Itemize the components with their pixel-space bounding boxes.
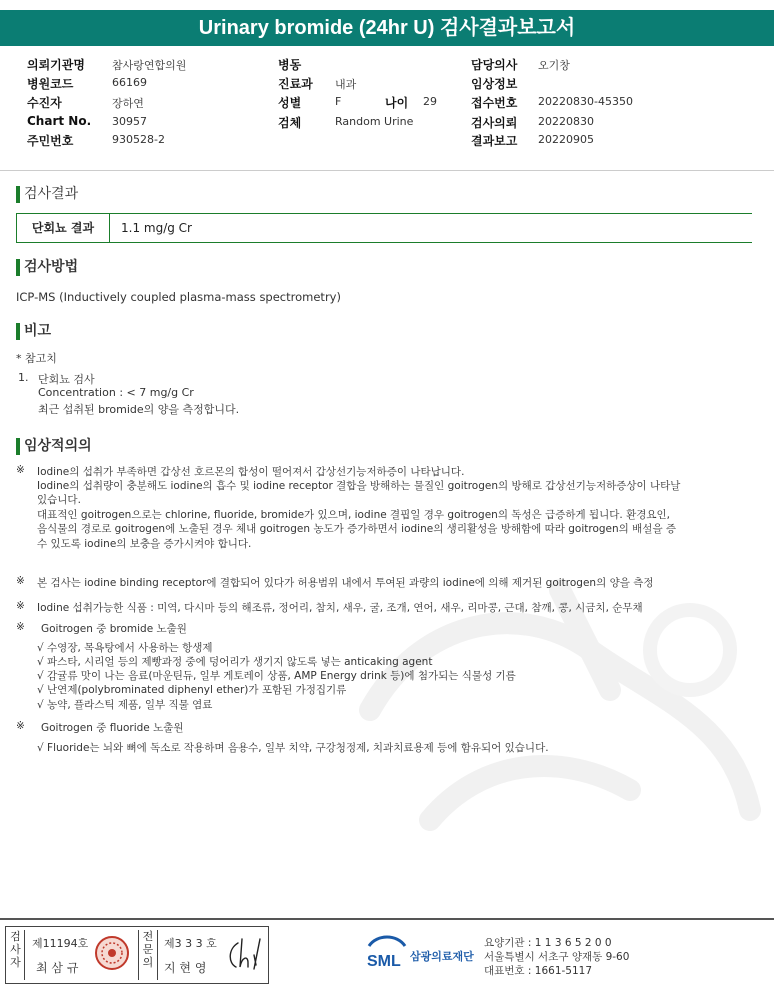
result-label: 단회뇨 결과: [17, 214, 110, 242]
hospital-value: 참사랑연합의원: [112, 59, 187, 72]
bromide-item: √ 농약, 플라스틱 제품, 일부 직물 염료: [37, 699, 213, 711]
approver-name: 지 현 영: [164, 961, 207, 975]
agency-number: 요양기관 : 1 1 3 6 5 2 0 0: [484, 937, 612, 949]
sml-logo-icon: [365, 932, 409, 972]
clinical-para2: 본 검사는 iodine binding receptor에 결합되어 있다가 허용범위 내에서 투여된 과량의 iodine에 의해 제거된 goitrogen의 양을 측정: [37, 577, 654, 589]
report-title: Urinary bromide (24hr U) 검사결과보고서: [0, 10, 774, 46]
patient-label: 수진자: [27, 96, 62, 110]
receipt-value: 20220830-45350: [538, 95, 633, 108]
clinical-para1-line2: Iodine의 섭취량이 충분해도 iodine의 흡수 및 iodine receptor 결합을 방해하는 물질인 goitrogen의 방해로 갑상선기능저하증상이 나타날: [37, 480, 681, 492]
note-item-number: 1.: [18, 371, 29, 384]
reference-title: * 참고치: [16, 352, 57, 365]
result-heading: 검사결과: [16, 186, 78, 203]
request-value: 20220830: [538, 115, 594, 128]
doctor-value: 오기창: [538, 59, 570, 72]
clinical-para1-line5: 음식물의 경로로 goitrogen에 노출된 경우 체내 goitrogen 농도가 증가하면서 iodine의 생리활성을 방해함에 따라 goitrogen의 배설을 증: [37, 523, 677, 535]
code-value: 66169: [112, 76, 147, 89]
signature-box: [5, 926, 269, 984]
clinical-mark-2: ※: [16, 575, 25, 587]
clinical-para1-line6: 수 있도록 iodine의 보충을 증가시켜야 합니다.: [37, 538, 252, 550]
report-date-label: 결과보고: [471, 134, 518, 148]
clinical-para1-line1: Iodine의 섭취가 부족하면 갑상선 호르몬의 합성이 떨어져서 갑상선기능저하증이 나타납니다.: [37, 466, 465, 478]
inspector-name: 최 삼 규: [36, 961, 79, 975]
clinical-mark-3: ※: [16, 600, 25, 612]
clinical-para1-line3: 있습니다.: [37, 494, 81, 506]
age-label: 나이: [385, 96, 409, 110]
approver-label: 전 문 의: [138, 930, 158, 980]
inspector-label: 검 사 자: [7, 930, 25, 980]
chart-label: Chart No.: [27, 114, 92, 128]
specimen-label: 검체: [278, 116, 302, 130]
id-value: 930528-2: [112, 133, 165, 146]
doctor-label: 담당의사: [471, 58, 518, 72]
clinical-para1-line4: 대표적인 goitrogen으로는 chlorine, fluoride, bromide가 있으며, iodine 결핍일 경우 goitrogen의 독성은 급증하게 됩니다. 환경요인,: [37, 509, 670, 521]
bromide-item: √ 난연제(polybrominated diphenyl ether)가 포함된 가정집기류: [37, 684, 347, 696]
clinical-mark-4: ※: [16, 621, 25, 633]
approver-signature: [224, 933, 266, 973]
fluoride-title: Goitrogen 중 fluoride 노출원: [41, 722, 184, 734]
concentration-text: Concentration : < 7 mg/g Cr: [38, 386, 194, 399]
clinical-para3: Iodine 섭취가능한 식품 : 미역, 다시마 등의 해조류, 정어리, 참치, 새우, 굴, 조개, 연어, 새우, 리마콩, 근대, 참깨, 콩, 시금치, 순무채: [37, 602, 643, 614]
bromide-item: √ 파스타, 시리얼 등의 제빵과정 중에 덩어리가 생기지 않도록 넣는 anticaking agent: [37, 656, 433, 668]
fluoride-item: √ Fluoride는 뇌와 뼈에 독소로 작용하며 음용수, 일부 치약, 구강청정제, 치과치료용제 등에 함유되어 있습니다.: [37, 742, 549, 754]
bromide-title: Goitrogen 중 bromide 노출원: [41, 623, 187, 635]
info-block: [0, 52, 774, 171]
age-value: 29: [423, 95, 437, 108]
bromide-item: √ 감귤류 맛이 나는 음료(마운틴듀, 일부 게토레이 상품, AMP Energy drink 등)에 첨가되는 식물성 기름: [37, 670, 516, 682]
sex-value: F: [335, 95, 342, 108]
clinical-info-label: 임상정보: [471, 77, 518, 91]
address: 서울특별시 서초구 양재동 9-60: [484, 951, 630, 963]
clinical-mark-5: ※: [16, 720, 25, 732]
specimen-value: Random Urine: [335, 115, 414, 128]
clinical-mark-1: ※: [16, 464, 25, 476]
request-label: 검사의뢰: [471, 116, 518, 130]
note-description: 최근 섭취된 bromide의 양을 측정합니다.: [38, 403, 240, 416]
patient-value: 장하연: [112, 97, 144, 110]
approver-license: 제3 3 3 호: [164, 937, 217, 950]
ward-label: 병동: [278, 58, 302, 72]
method-heading: 검사방법: [16, 259, 78, 276]
chart-value: 30957: [112, 115, 147, 128]
inspector-license: 제11194호: [32, 937, 89, 950]
phone: 대표번호 : 1661-5117: [484, 965, 593, 977]
sml-logo-text: SML: [367, 953, 401, 970]
note-heading: 비고: [16, 323, 51, 340]
dept-value: 내과: [335, 78, 357, 91]
bromide-item: √ 수영장, 목욕탕에서 사용하는 항생제: [37, 642, 213, 654]
clinical-heading: 임상적의의: [16, 438, 92, 455]
id-label: 주민번호: [27, 134, 74, 148]
report-date-value: 20220905: [538, 133, 594, 146]
hospital-label: 의뢰기관명: [27, 58, 85, 72]
result-table: [16, 213, 752, 243]
footer-divider: [0, 918, 774, 920]
receipt-label: 접수번호: [471, 96, 518, 110]
footer: [0, 918, 774, 990]
result-value: 1.1 mg/g Cr: [121, 221, 192, 235]
inspector-seal: [94, 935, 130, 971]
dept-label: 진료과: [278, 77, 313, 91]
sex-label: 성별: [278, 96, 302, 110]
method-text: ICP-MS (Inductively coupled plasma-mass spectrometry): [16, 290, 341, 304]
code-label: 병원코드: [27, 77, 74, 91]
note-item-title: 단회뇨 검사: [38, 373, 95, 386]
foundation-name: 삼광의료재단: [410, 950, 474, 963]
